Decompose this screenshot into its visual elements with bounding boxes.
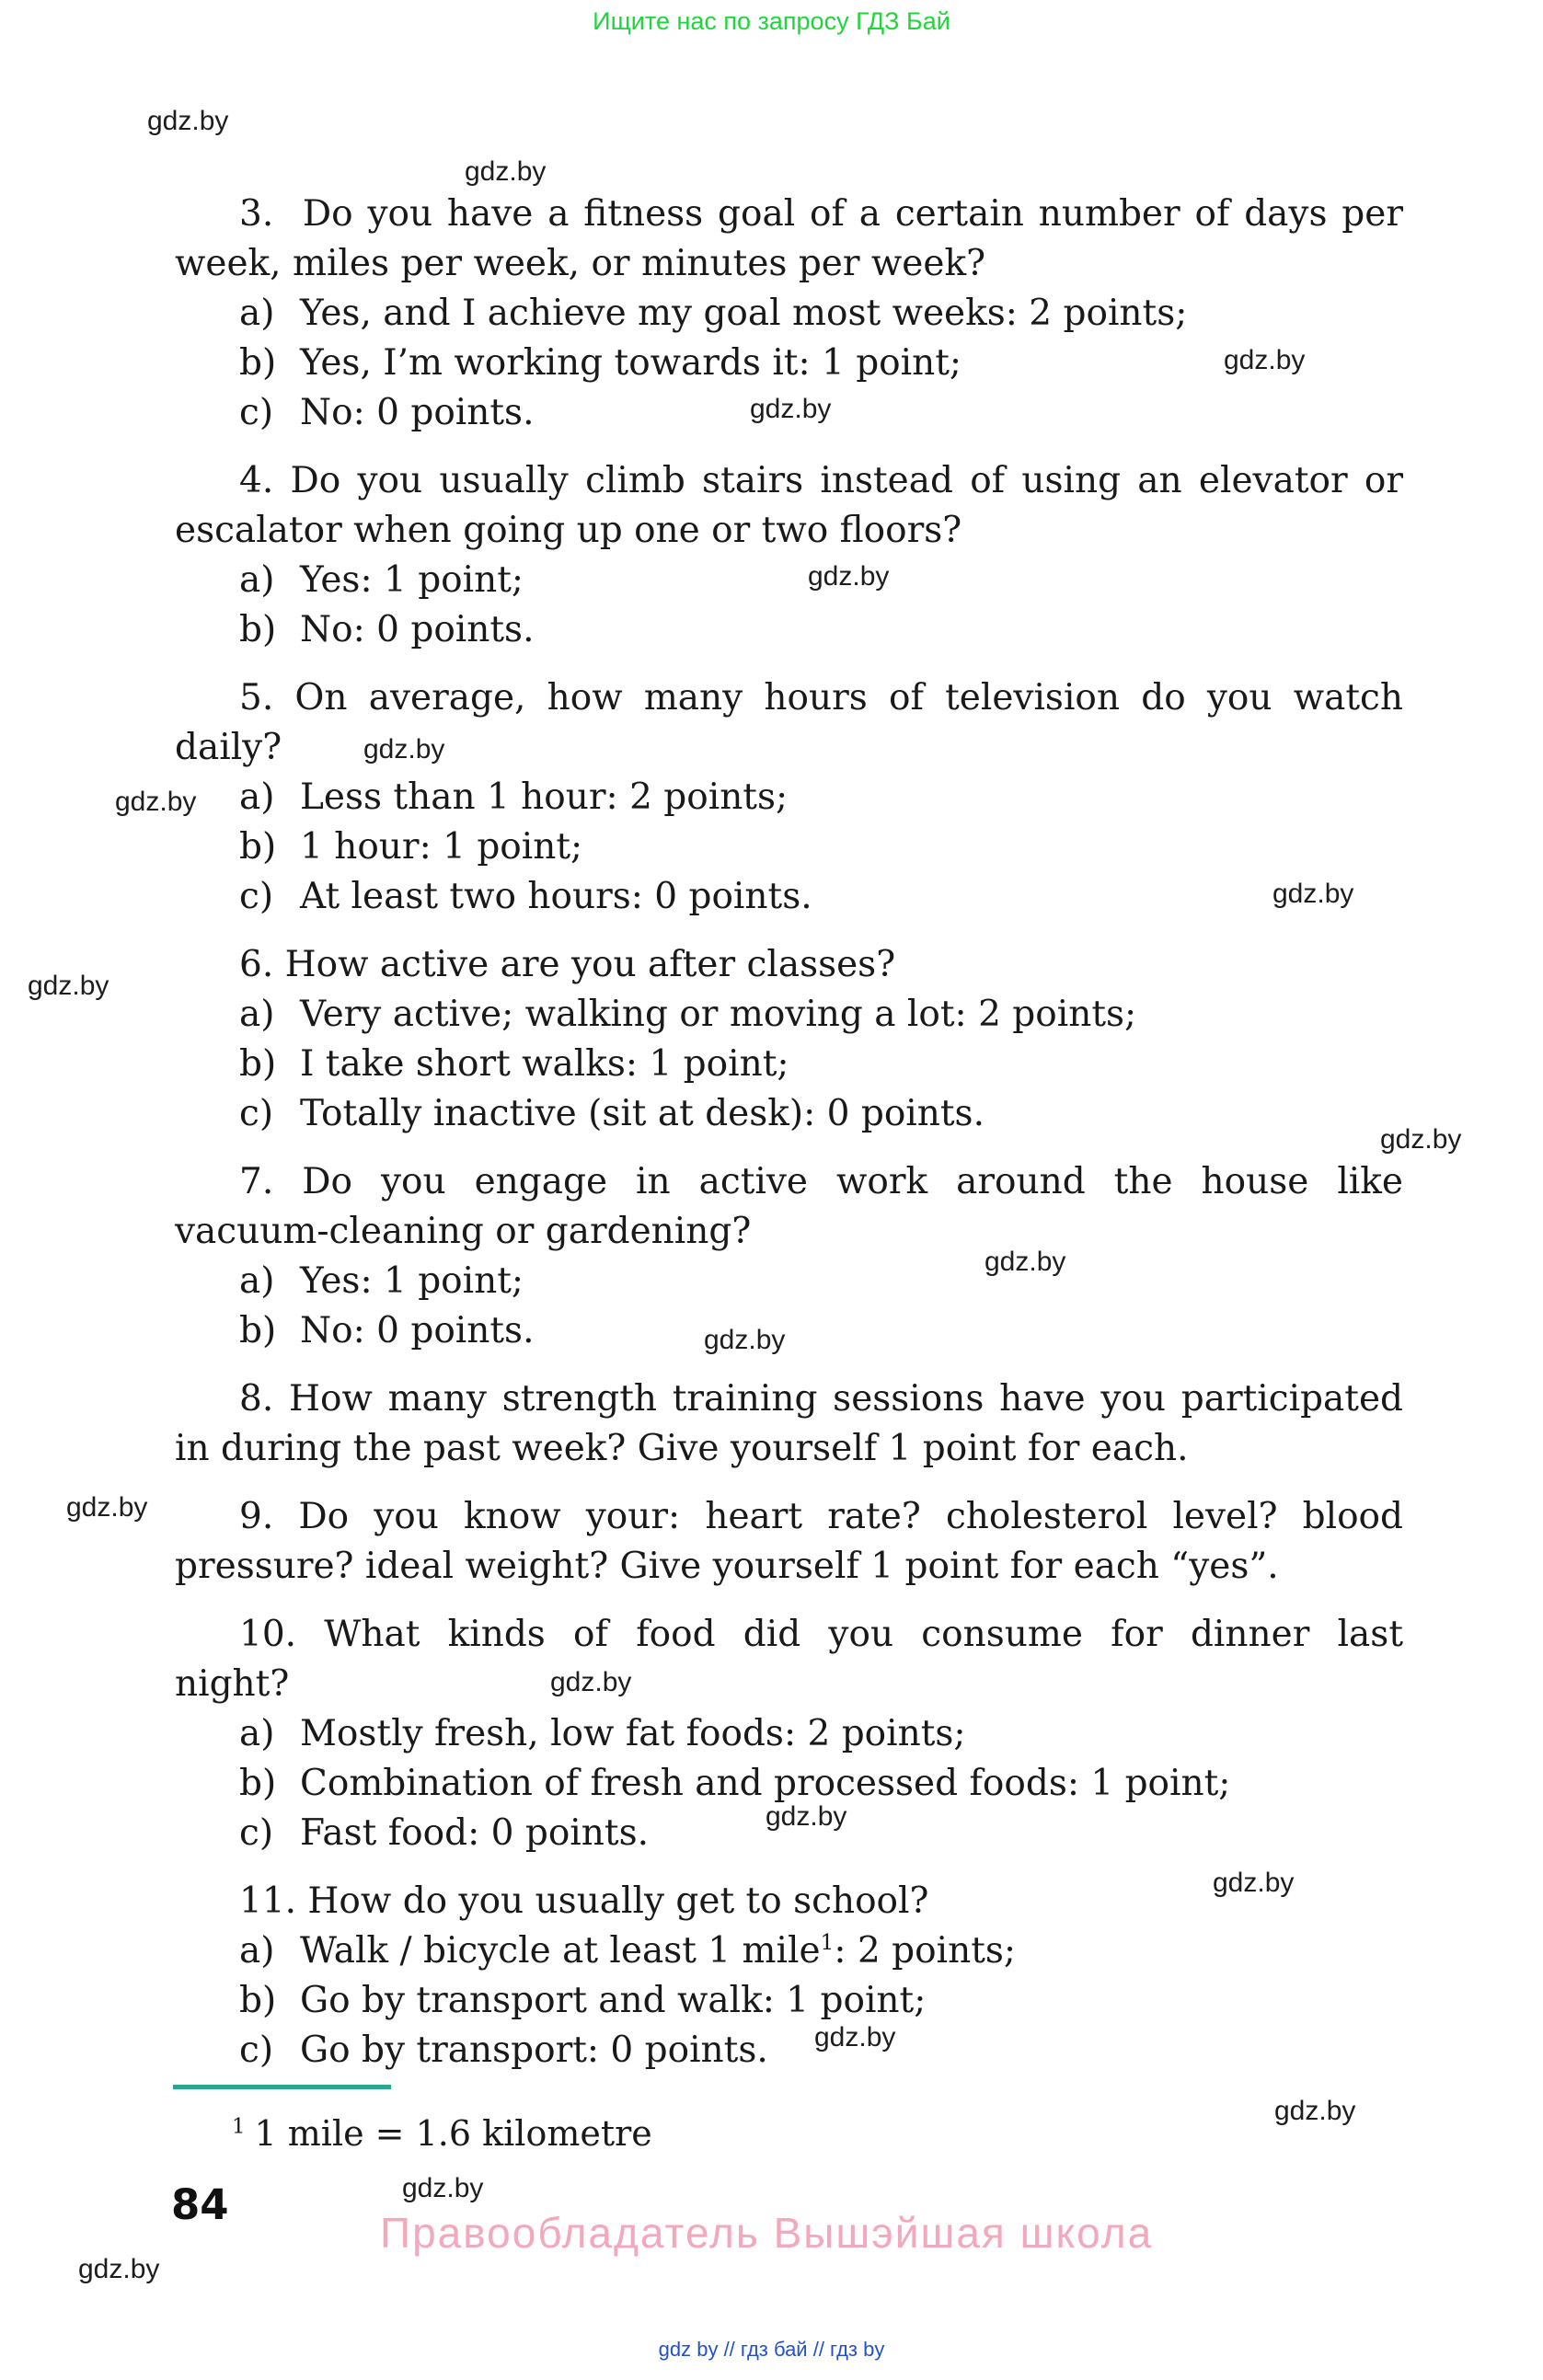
question-line: 9. Do you know your: heart rate? cholesterol level? blood bbox=[239, 1496, 1403, 1537]
option-line bbox=[175, 1709, 1403, 1759]
footnote-reference: 1 bbox=[820, 1929, 835, 1955]
promo-header-text: Ищите нас по запросу ГДЗ Бай bbox=[593, 7, 950, 35]
option-line bbox=[175, 1257, 1403, 1306]
option-text: Combination of fresh and processed foods: 1 point; bbox=[300, 1763, 1231, 1804]
option-label: b) bbox=[239, 1980, 277, 2021]
question-line: 5. On average, how many hours of television do you watch bbox=[239, 677, 1403, 719]
question-line: night? bbox=[175, 1663, 290, 1705]
watermark-text: gdz.by bbox=[1380, 1124, 1462, 1155]
watermark-text: gdz.by bbox=[1213, 1868, 1295, 1898]
footer-links: gdz by // гдз бай // гдз by bbox=[658, 2338, 885, 2361]
option-line bbox=[175, 556, 1403, 605]
publisher-watermark: Правообладатель Вышэйшая школа bbox=[380, 2209, 1154, 2257]
option-line bbox=[175, 605, 1403, 655]
option-label: b) bbox=[239, 826, 277, 868]
watermark-text: gdz.by bbox=[465, 156, 547, 187]
question-6 bbox=[175, 940, 1403, 1139]
option-line bbox=[175, 2026, 1403, 2075]
question-line: 7. Do you engage in active work around the house like bbox=[239, 1161, 1403, 1202]
option-label: c) bbox=[239, 876, 274, 917]
option-label: a) bbox=[239, 559, 275, 601]
watermark-text: gdz.by bbox=[28, 971, 109, 1001]
option-line bbox=[175, 773, 1403, 822]
watermark-text: gdz.by bbox=[1274, 2096, 1356, 2126]
option-label: b) bbox=[239, 1310, 277, 1351]
option-line bbox=[175, 388, 1403, 438]
option-text: Yes, and I achieve my goal most weeks: 2 points; bbox=[300, 293, 1188, 334]
option-label: b) bbox=[239, 1043, 277, 1085]
question-line: 8. How many strength training sessions have you participated bbox=[239, 1378, 1403, 1420]
option-label: a) bbox=[239, 1713, 275, 1754]
page-number: 84 bbox=[171, 2180, 229, 2229]
watermark-text: gdz.by bbox=[814, 2022, 896, 2052]
option-text: : 2 points; bbox=[834, 1930, 1017, 1972]
footnote-divider bbox=[173, 2085, 391, 2089]
question-line: escalator when going up one or two floors? bbox=[175, 510, 962, 551]
question-10 bbox=[175, 1610, 1403, 1858]
question-3 bbox=[175, 190, 1403, 438]
option-line bbox=[175, 822, 1403, 872]
option-line bbox=[175, 872, 1403, 922]
question-line: 10. What kinds of food did you consume for dinner last bbox=[239, 1614, 1403, 1655]
footnote bbox=[175, 2110, 652, 2156]
option-text: Fast food: 0 points. bbox=[300, 1812, 649, 1854]
watermark-text: gdz.by bbox=[1272, 879, 1354, 909]
watermark-text: gdz.by bbox=[550, 1667, 632, 1697]
watermark-text: gdz.by bbox=[147, 106, 229, 136]
option-line bbox=[175, 1926, 1403, 1976]
watermark-text: gdz.by bbox=[985, 1247, 1066, 1277]
question-line: pressure? ideal weight? Give yourself 1 point for each “yes”. bbox=[175, 1546, 1279, 1587]
watermark-text: gdz.by bbox=[66, 1492, 148, 1523]
watermark-text: gdz.by bbox=[808, 561, 890, 592]
footnote-marker: 1 bbox=[232, 2114, 246, 2139]
option-line bbox=[175, 289, 1403, 339]
question-line: 3. Do you have a fitness goal of a certain number of days per bbox=[239, 193, 1403, 235]
option-text: Very active; walking or moving a lot: 2 points; bbox=[300, 994, 1137, 1035]
option-text: Totally inactive (sit at desk): 0 points. bbox=[300, 1093, 985, 1134]
option-label: b) bbox=[239, 1763, 277, 1804]
watermark-text: gdz.by bbox=[766, 1801, 847, 1832]
option-label: a) bbox=[239, 994, 275, 1035]
watermark-text: gdz.by bbox=[704, 1325, 786, 1355]
watermark-text: gdz.by bbox=[363, 734, 445, 765]
question-line: daily? bbox=[175, 727, 282, 768]
option-line bbox=[175, 990, 1403, 1040]
option-text: 1 hour: 1 point; bbox=[300, 826, 583, 868]
option-label: a) bbox=[239, 1260, 275, 1302]
watermark-text: gdz.by bbox=[750, 394, 832, 424]
quiz-content bbox=[175, 190, 1403, 2075]
option-label: a) bbox=[239, 1930, 275, 1972]
question-line: in during the past week? Give yourself 1 point for each. bbox=[175, 1428, 1189, 1469]
option-line bbox=[175, 1089, 1403, 1139]
option-text: Go by transport and walk: 1 point; bbox=[300, 1980, 927, 2021]
option-line bbox=[175, 1976, 1403, 2026]
option-text: Less than 1 hour: 2 points; bbox=[300, 776, 789, 818]
option-text: Walk / bicycle at least 1 mile bbox=[300, 1930, 821, 1972]
question-11 bbox=[175, 1877, 1403, 2075]
option-line bbox=[175, 1759, 1403, 1809]
question-line: 4. Do you usually climb stairs instead of using an elevator or bbox=[239, 460, 1403, 501]
option-line bbox=[175, 1809, 1403, 1858]
option-line bbox=[175, 1306, 1403, 1356]
option-label: b) bbox=[239, 342, 277, 384]
question-line: 6. How active are you after classes? bbox=[239, 944, 896, 985]
option-text: Yes: 1 point; bbox=[300, 1260, 524, 1302]
option-text: No: 0 points. bbox=[300, 1310, 535, 1351]
option-label: c) bbox=[239, 1812, 274, 1854]
question-line: week, miles per week, or minutes per week? bbox=[175, 243, 985, 284]
option-label: b) bbox=[239, 609, 277, 650]
option-text: Go by transport: 0 points. bbox=[300, 2029, 768, 2071]
watermark-text: gdz.by bbox=[115, 787, 197, 817]
question-4 bbox=[175, 456, 1403, 655]
option-label: c) bbox=[239, 1093, 274, 1134]
watermark-text: gdz.by bbox=[1224, 345, 1306, 375]
option-label: a) bbox=[239, 776, 275, 818]
option-text: Yes: 1 point; bbox=[300, 559, 524, 601]
option-label: a) bbox=[239, 293, 275, 334]
question-8 bbox=[175, 1374, 1403, 1474]
question-line: 11. How do you usually get to school? bbox=[239, 1880, 929, 1922]
option-label: c) bbox=[239, 392, 274, 433]
question-line: vacuum-cleaning or gardening? bbox=[175, 1211, 752, 1252]
question-7 bbox=[175, 1157, 1403, 1356]
option-text: I take short walks: 1 point; bbox=[300, 1043, 789, 1085]
option-text: At least two hours: 0 points. bbox=[300, 876, 812, 917]
option-line bbox=[175, 1040, 1403, 1089]
footnote-text: 1 mile = 1.6 kilometre bbox=[254, 2113, 652, 2154]
option-label: c) bbox=[239, 2029, 274, 2071]
watermark-text: gdz.by bbox=[78, 2254, 160, 2284]
question-9 bbox=[175, 1492, 1403, 1592]
option-text: No: 0 points. bbox=[300, 392, 535, 433]
option-text: No: 0 points. bbox=[300, 609, 535, 650]
question-5 bbox=[175, 673, 1403, 922]
watermark-text: gdz.by bbox=[402, 2173, 484, 2203]
option-text: Yes, I’m working towards it: 1 point; bbox=[300, 342, 962, 384]
option-line bbox=[175, 339, 1403, 388]
option-text: Mostly fresh, low fat foods: 2 points; bbox=[300, 1713, 966, 1754]
